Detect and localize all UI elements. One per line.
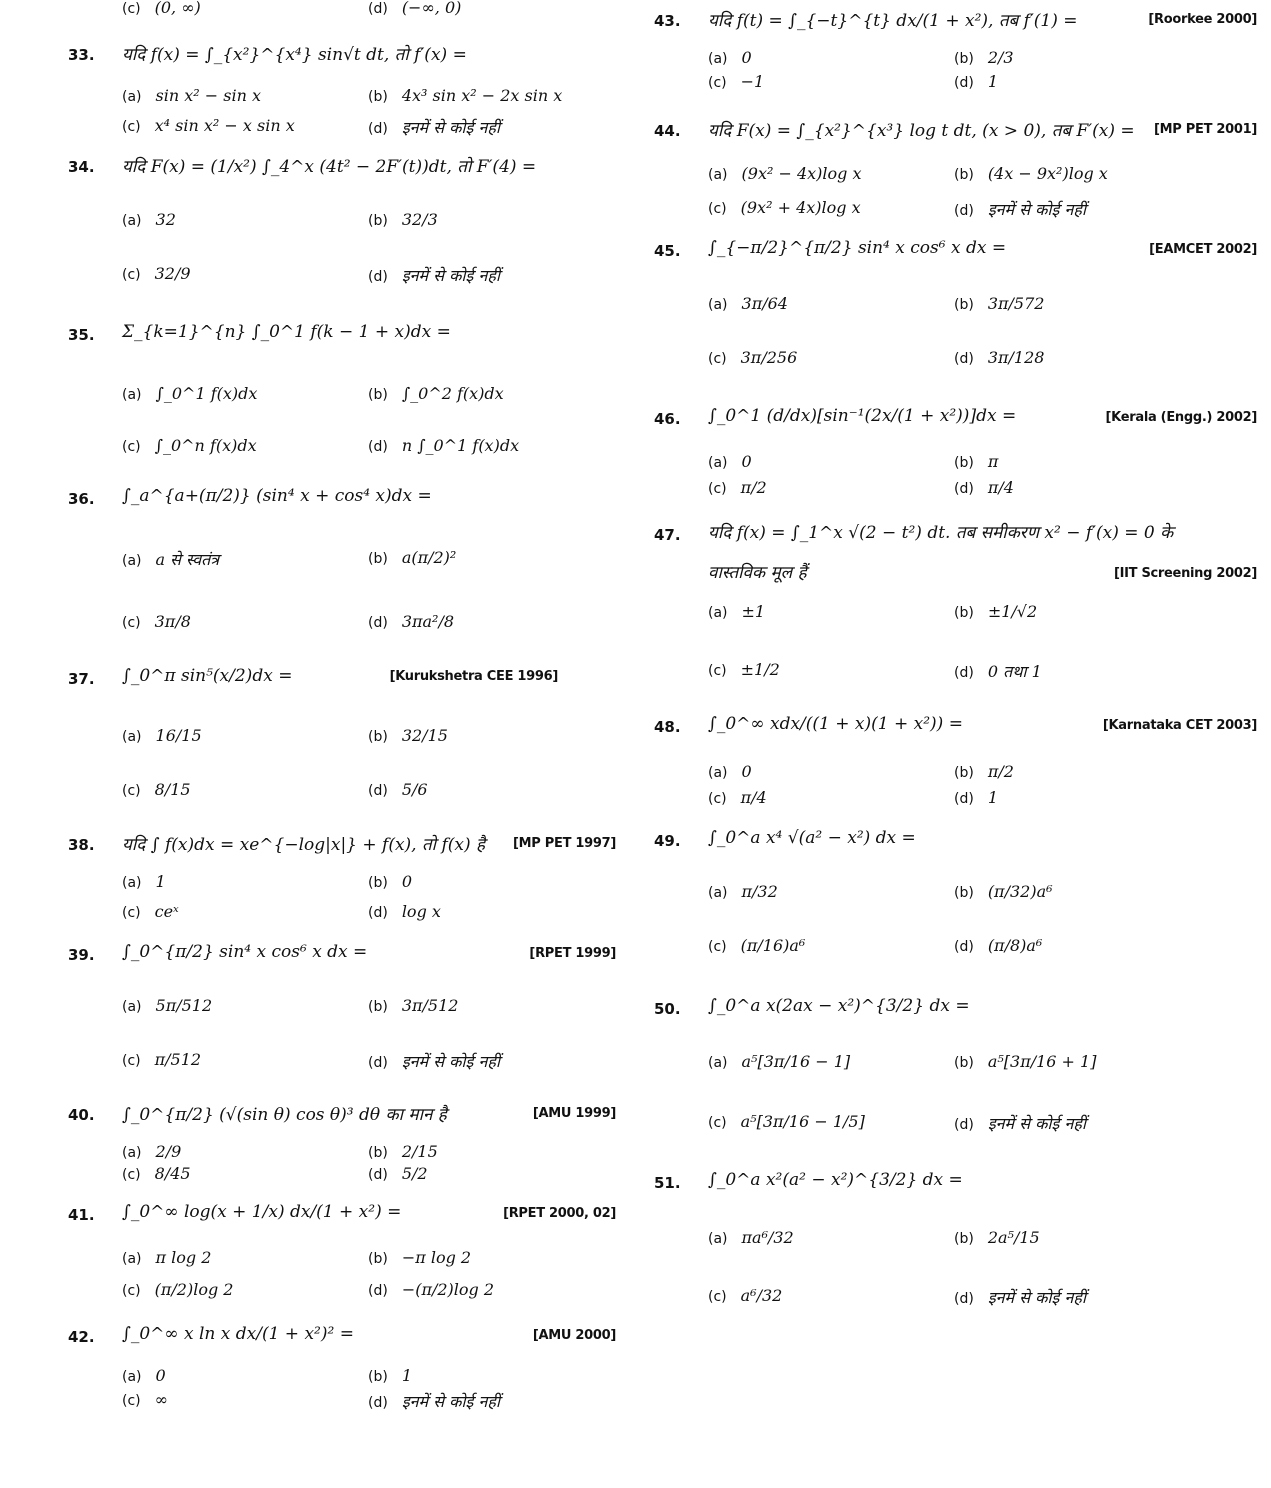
- option-d: (d) 3π/128: [954, 348, 1045, 367]
- option-c: (c) 32/9: [122, 264, 191, 283]
- question-stem: यदि f(x) = ∫_{x²}^{x⁴} sin√t dt, तो f′(x) =: [122, 45, 467, 65]
- option-c: (c) (π/2)log 2: [122, 1280, 234, 1299]
- question-stem: ∫_0^∞ x ln x dx/(1 + x²)² =: [122, 1324, 354, 1344]
- option-b: (b) π/2: [954, 762, 1014, 781]
- question-number: 45.: [654, 242, 681, 260]
- option-a: (a) 3π/64: [708, 294, 788, 313]
- option-c: (c) 8/45: [122, 1164, 191, 1183]
- question-number: 37.: [68, 670, 95, 688]
- option-a: (a) 16/15: [122, 726, 202, 745]
- question-number: 33.: [68, 46, 95, 64]
- question-number: 39.: [68, 946, 95, 964]
- question-stem: ∫_0^π sin⁵(x/2)dx =: [122, 666, 293, 686]
- exam-source: [Roorkee 2000]: [1148, 12, 1257, 27]
- option-d: (d) इनमें से कोई नहीं: [954, 1288, 1086, 1307]
- option-a: (a) π log 2: [122, 1248, 212, 1267]
- exam-source: [Kerala (Engg.) 2002]: [1105, 410, 1257, 425]
- option-c: (c) (0, ∞): [122, 0, 201, 17]
- option-a: (a) 2/9: [122, 1142, 182, 1161]
- question-stem: ∫_0^{π/2} (√(sin θ) cos θ)³ dθ का मान है: [122, 1105, 447, 1125]
- option-d: (d) −(π/2)log 2: [368, 1280, 495, 1299]
- option-d: (d) 5/6: [368, 780, 428, 799]
- exam-source: [Karnataka CET 2003]: [1102, 718, 1257, 733]
- question-stem: यदि F(x) = ∫_{x²}^{x³} log t dt, (x > 0), तब F′(x) =: [708, 121, 1135, 141]
- exam-source: [AMU 1999]: [532, 1106, 616, 1121]
- question-number: 50.: [654, 1000, 681, 1018]
- question-stem: यदि f(t) = ∫_{−t}^{t} dx/(1 + x²), तब f′(1) =: [708, 11, 1078, 31]
- option-a: (a) π/32: [708, 882, 778, 901]
- option-c: (c) x⁴ sin x² − x sin x: [122, 116, 295, 135]
- question-stem: ∫_0^∞ log(x + 1/x) dx/(1 + x²) =: [122, 1202, 402, 1222]
- option-b: (b) a⁵[3π/16 + 1]: [954, 1052, 1097, 1071]
- question-number: 44.: [654, 122, 681, 140]
- question-number: 43.: [654, 12, 681, 30]
- option-a: (a) 0: [708, 762, 752, 781]
- option-c: (c) ceˣ: [122, 902, 179, 921]
- question-stem: ∫_0^a x(2ax − x²)^{3/2} dx =: [708, 996, 970, 1016]
- option-c: (c) 3π/256: [708, 348, 798, 367]
- question-stem: ∫_0^a x²(a² − x²)^{3/2} dx =: [708, 1170, 963, 1190]
- question-stem-continued: वास्तविक मूल हैं: [708, 563, 807, 583]
- option-d: (d) n ∫_0^1 f(x)dx: [368, 436, 520, 455]
- option-a: (a) 0: [708, 452, 752, 471]
- exam-source: [Kurukshetra CEE 1996]: [389, 669, 558, 684]
- question-stem: यदि ∫ f(x)dx = xe^{−log|x|} + f(x), तो f(x) है: [122, 835, 486, 855]
- option-b: (b) 3π/572: [954, 294, 1045, 313]
- option-d: (d) 3πa²/8: [368, 612, 455, 631]
- option-c: (c) (9x² + 4x)log x: [708, 198, 861, 217]
- exam-source: [RPET 1999]: [529, 946, 616, 961]
- question-number: 41.: [68, 1206, 95, 1224]
- option-b: (b) (4x − 9x²)log x: [954, 164, 1108, 183]
- question-number: 34.: [68, 158, 95, 176]
- option-d: (d) (−∞, 0): [368, 0, 462, 17]
- option-b: (b) 2/3: [954, 48, 1014, 67]
- exam-source: [EAMCET 2002]: [1149, 242, 1257, 257]
- option-a: (a) sin x² − sin x: [122, 86, 261, 105]
- option-b: (b) 32/3: [368, 210, 438, 229]
- option-a: (a) 5π/512: [122, 996, 213, 1015]
- option-c: (c) ∞: [122, 1390, 168, 1409]
- question-number: 49.: [654, 832, 681, 850]
- option-d: (d) 1: [954, 72, 998, 91]
- question-stem: यदि F(x) = (1/x²) ∫_4^x (4t² − 2F′(t))dt, तो F′(4) =: [122, 157, 537, 177]
- question-number: 46.: [654, 410, 681, 428]
- question-number: 51.: [654, 1174, 681, 1192]
- option-c: (c) 3π/8: [122, 612, 191, 631]
- option-a: (a) 0: [122, 1366, 166, 1385]
- option-c: (c) a⁵[3π/16 − 1/5]: [708, 1112, 865, 1131]
- option-a: (a) a⁵[3π/16 − 1]: [708, 1052, 851, 1071]
- option-b: (b) ∫_0^2 f(x)dx: [368, 384, 504, 403]
- option-d: (d) इनमें से कोई नहीं: [368, 1392, 500, 1411]
- option-c: (c) π/512: [122, 1050, 202, 1069]
- option-d: (d) 1: [954, 788, 998, 807]
- question-stem: ∫_a^{a+(π/2)} (sin⁴ x + cos⁴ x)dx =: [122, 486, 432, 506]
- question-stem: ∫_0^a x⁴ √(a² − x²) dx =: [708, 828, 916, 848]
- exam-source: [MP PET 2001]: [1154, 122, 1257, 137]
- exam-source: [AMU 2000]: [532, 1328, 616, 1343]
- option-a: (a) ∫_0^1 f(x)dx: [122, 384, 258, 403]
- question-stem: ∫_0^1 (d/dx)[sin⁻¹(2x/(1 + x²))]dx =: [708, 406, 1017, 426]
- option-b: (b) π: [954, 452, 999, 471]
- option-d: (d) 0 तथा 1: [954, 662, 1042, 681]
- option-d: (d) इनमें से कोई नहीं: [368, 118, 500, 137]
- option-c: (c) π/4: [708, 788, 767, 807]
- question-number: 35.: [68, 326, 95, 344]
- question-number: 36.: [68, 490, 95, 508]
- option-c: (c) −1: [708, 72, 765, 91]
- option-c: (c) (π/16)a⁶: [708, 936, 806, 955]
- option-c: (c) 8/15: [122, 780, 191, 799]
- question-stem: ∫_0^∞ xdx/((1 + x)(1 + x²)) =: [708, 714, 963, 734]
- option-c: (c) π/2: [708, 478, 767, 497]
- option-a: (a) (9x² − 4x)log x: [708, 164, 862, 183]
- option-d: (d) π/4: [954, 478, 1014, 497]
- option-a: (a) πa⁶/32: [708, 1228, 794, 1247]
- option-d: (d) log x: [368, 902, 441, 921]
- question-number: 38.: [68, 836, 95, 854]
- exam-source: [IIT Screening 2002]: [1113, 566, 1257, 581]
- exam-source: [MP PET 1997]: [513, 836, 616, 851]
- option-a: (a) ±1: [708, 602, 766, 621]
- option-b: (b) 2/15: [368, 1142, 438, 1161]
- question-stem: यदि f(x) = ∫_1^x √(2 − t²) dt. तब समीकरण x² − f′(x) = 0 के: [708, 523, 1174, 543]
- question-number: 42.: [68, 1328, 95, 1346]
- option-b: (b) 3π/512: [368, 996, 459, 1015]
- option-b: (b) 0: [368, 872, 412, 891]
- question-stem: ∫_{−π/2}^{π/2} sin⁴ x cos⁶ x dx =: [708, 238, 1007, 258]
- option-d: (d) इनमें से कोई नहीं: [954, 200, 1086, 219]
- question-number: 48.: [654, 718, 681, 736]
- option-c: (c) ∫_0^n f(x)dx: [122, 436, 257, 455]
- question-stem: Σ_{k=1}^{n} ∫_0^1 f(k − 1 + x)dx =: [122, 322, 451, 342]
- option-c: (c) a⁶/32: [708, 1286, 783, 1305]
- option-a: (a) 32: [122, 210, 176, 229]
- option-d: (d) 5/2: [368, 1164, 428, 1183]
- option-a: (a) a से स्वतंत्र: [122, 550, 220, 569]
- option-d: (d) इनमें से कोई नहीं: [368, 1052, 500, 1071]
- option-b: (b) a(π/2)²: [368, 548, 457, 567]
- option-a: (a) 0: [708, 48, 752, 67]
- option-c: (c) ±1/2: [708, 660, 780, 679]
- option-d: (d) इनमें से कोई नहीं: [954, 1114, 1086, 1133]
- option-d: (d) (π/8)a⁶: [954, 936, 1043, 955]
- option-b: (b) −π log 2: [368, 1248, 472, 1267]
- option-b: (b) (π/32)a⁶: [954, 882, 1053, 901]
- question-number: 47.: [654, 526, 681, 544]
- option-b: (b) 1: [368, 1366, 412, 1385]
- option-b: (b) 32/15: [368, 726, 448, 745]
- option-b: (b) ±1/√2: [954, 602, 1038, 621]
- option-b: (b) 4x³ sin x² − 2x sin x: [368, 86, 563, 105]
- question-stem: ∫_0^{π/2} sin⁴ x cos⁶ x dx =: [122, 942, 368, 962]
- question-number: 40.: [68, 1106, 95, 1124]
- option-d: (d) इनमें से कोई नहीं: [368, 266, 500, 285]
- option-b: (b) 2a⁵/15: [954, 1228, 1040, 1247]
- option-a: (a) 1: [122, 872, 166, 891]
- exam-source: [RPET 2000, 02]: [503, 1206, 616, 1221]
